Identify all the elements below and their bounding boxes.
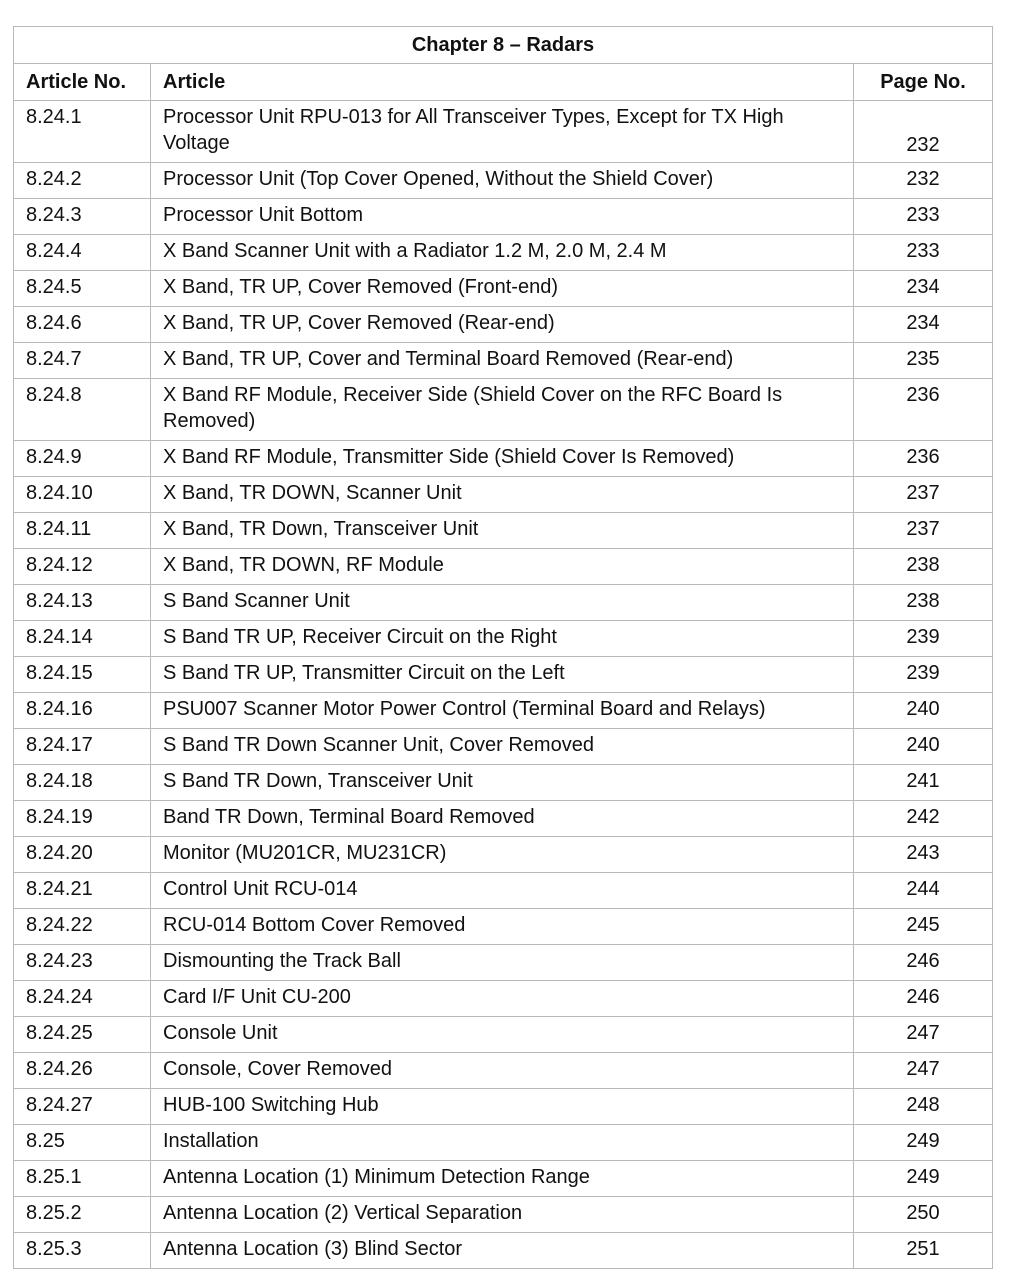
article-no-header: Article No. <box>14 64 151 101</box>
article-title: Band TR Down, Terminal Board Removed <box>151 801 854 837</box>
article-number: 8.24.23 <box>14 945 151 981</box>
table-row <box>14 163 993 199</box>
table-row <box>14 657 993 693</box>
table-row <box>14 1089 993 1125</box>
page-number: 250 <box>854 1197 993 1233</box>
article-title: X Band, TR DOWN, Scanner Unit <box>151 477 854 513</box>
article-title: X Band, TR Down, Transceiver Unit <box>151 513 854 549</box>
page-number: 238 <box>854 549 993 585</box>
article-title: Antenna Location (1) Minimum Detection Range <box>151 1161 854 1197</box>
article-number: 8.24.21 <box>14 873 151 909</box>
table-row <box>14 1233 993 1269</box>
article-title: S Band TR UP, Receiver Circuit on the Right <box>151 621 854 657</box>
page-number: 240 <box>854 693 993 729</box>
article-title: Processor Unit RPU-013 for All Transceiver Types, Except for TX High Voltage <box>151 101 854 163</box>
toc-body <box>14 27 993 1269</box>
page-number: 238 <box>854 585 993 621</box>
page-number: 237 <box>854 513 993 549</box>
article-title: Processor Unit (Top Cover Opened, Without the Shield Cover) <box>151 163 854 199</box>
article-number: 8.25.1 <box>14 1161 151 1197</box>
page-number: 242 <box>854 801 993 837</box>
page-number: 235 <box>854 343 993 379</box>
article-number: 8.24.24 <box>14 981 151 1017</box>
table-of-contents <box>13 26 993 1269</box>
page-number: 251 <box>854 1233 993 1269</box>
page-number: 234 <box>854 307 993 343</box>
article-title: Installation <box>151 1125 854 1161</box>
title-row <box>14 27 993 64</box>
table-row <box>14 621 993 657</box>
article-title: Card I/F Unit CU-200 <box>151 981 854 1017</box>
table-row <box>14 307 993 343</box>
article-title: Console, Cover Removed <box>151 1053 854 1089</box>
article-header: Article <box>151 64 854 101</box>
page-number: 245 <box>854 909 993 945</box>
page-number: 246 <box>854 945 993 981</box>
article-title: Antenna Location (3) Blind Sector <box>151 1233 854 1269</box>
page-no-header: Page No. <box>854 64 993 101</box>
table-row <box>14 1161 993 1197</box>
table-row <box>14 909 993 945</box>
table-row <box>14 729 993 765</box>
article-title: Console Unit <box>151 1017 854 1053</box>
article-title: Antenna Location (2) Vertical Separation <box>151 1197 854 1233</box>
article-number: 8.24.5 <box>14 271 151 307</box>
table-row <box>14 271 993 307</box>
article-number: 8.25 <box>14 1125 151 1161</box>
article-title: RCU-014 Bottom Cover Removed <box>151 909 854 945</box>
table-row <box>14 101 993 163</box>
article-number: 8.24.13 <box>14 585 151 621</box>
table-row <box>14 1017 993 1053</box>
article-title: PSU007 Scanner Motor Power Control (Terminal Board and Relays) <box>151 693 854 729</box>
page-number: 239 <box>854 657 993 693</box>
article-title: X Band Scanner Unit with a Radiator 1.2 M, 2.0 M, 2.4 M <box>151 235 854 271</box>
article-number: 8.24.19 <box>14 801 151 837</box>
page-number: 236 <box>854 379 993 441</box>
article-number: 8.24.16 <box>14 693 151 729</box>
table-row <box>14 1125 993 1161</box>
table-row <box>14 513 993 549</box>
article-title: Control Unit RCU-014 <box>151 873 854 909</box>
article-title: X Band, TR UP, Cover and Terminal Board Removed (Rear-end) <box>151 343 854 379</box>
article-title: Processor Unit Bottom <box>151 199 854 235</box>
table-row <box>14 981 993 1017</box>
article-number: 8.24.2 <box>14 163 151 199</box>
page-number: 244 <box>854 873 993 909</box>
article-title: S Band TR UP, Transmitter Circuit on the Left <box>151 657 854 693</box>
chapter-title: Chapter 8 – Radars <box>14 27 993 64</box>
article-number: 8.24.11 <box>14 513 151 549</box>
article-number: 8.24.8 <box>14 379 151 441</box>
article-title: X Band RF Module, Transmitter Side (Shield Cover Is Removed) <box>151 441 854 477</box>
article-number: 8.24.18 <box>14 765 151 801</box>
article-number: 8.24.14 <box>14 621 151 657</box>
article-number: 8.25.3 <box>14 1233 151 1269</box>
article-number: 8.24.20 <box>14 837 151 873</box>
article-number: 8.24.6 <box>14 307 151 343</box>
article-number: 8.24.15 <box>14 657 151 693</box>
page-number: 236 <box>854 441 993 477</box>
article-number: 8.24.26 <box>14 1053 151 1089</box>
table-row <box>14 801 993 837</box>
table-row <box>14 235 993 271</box>
article-title: X Band, TR UP, Cover Removed (Rear-end) <box>151 307 854 343</box>
table-row <box>14 873 993 909</box>
page-number: 249 <box>854 1125 993 1161</box>
table-row <box>14 693 993 729</box>
article-title: S Band TR Down, Transceiver Unit <box>151 765 854 801</box>
table-row <box>14 1197 993 1233</box>
article-title: S Band Scanner Unit <box>151 585 854 621</box>
article-number: 8.24.17 <box>14 729 151 765</box>
article-number: 8.24.10 <box>14 477 151 513</box>
article-title: Monitor (MU201CR, MU231CR) <box>151 837 854 873</box>
article-number: 8.24.4 <box>14 235 151 271</box>
article-number: 8.24.9 <box>14 441 151 477</box>
table-row <box>14 441 993 477</box>
table-row <box>14 343 993 379</box>
article-number: 8.24.12 <box>14 549 151 585</box>
article-number: 8.24.1 <box>14 101 151 163</box>
article-number: 8.24.22 <box>14 909 151 945</box>
page-number: 246 <box>854 981 993 1017</box>
table-row <box>14 945 993 981</box>
page-number: 237 <box>854 477 993 513</box>
table-row <box>14 585 993 621</box>
page-number: 248 <box>854 1089 993 1125</box>
article-number: 8.24.25 <box>14 1017 151 1053</box>
page-number: 232 <box>854 101 993 163</box>
page-number: 247 <box>854 1053 993 1089</box>
article-number: 8.25.2 <box>14 1197 151 1233</box>
article-number: 8.24.3 <box>14 199 151 235</box>
table-row <box>14 765 993 801</box>
page-number: 240 <box>854 729 993 765</box>
page-number: 232 <box>854 163 993 199</box>
table-row <box>14 199 993 235</box>
page-number: 239 <box>854 621 993 657</box>
table-row <box>14 477 993 513</box>
article-title: HUB-100 Switching Hub <box>151 1089 854 1125</box>
article-title: Dismounting the Track Ball <box>151 945 854 981</box>
article-number: 8.24.27 <box>14 1089 151 1125</box>
article-title: S Band TR Down Scanner Unit, Cover Removed <box>151 729 854 765</box>
header-row <box>14 64 993 101</box>
article-title: X Band RF Module, Receiver Side (Shield Cover on the RFC Board Is Removed) <box>151 379 854 441</box>
table-row <box>14 379 993 441</box>
page-number: 247 <box>854 1017 993 1053</box>
article-number: 8.24.7 <box>14 343 151 379</box>
table-row <box>14 837 993 873</box>
page-number: 234 <box>854 271 993 307</box>
page-number: 233 <box>854 235 993 271</box>
page-number: 249 <box>854 1161 993 1197</box>
table-row <box>14 549 993 585</box>
page-number: 241 <box>854 765 993 801</box>
page-number: 243 <box>854 837 993 873</box>
table-row <box>14 1053 993 1089</box>
article-title: X Band, TR DOWN, RF Module <box>151 549 854 585</box>
page-number: 233 <box>854 199 993 235</box>
article-title: X Band, TR UP, Cover Removed (Front-end) <box>151 271 854 307</box>
